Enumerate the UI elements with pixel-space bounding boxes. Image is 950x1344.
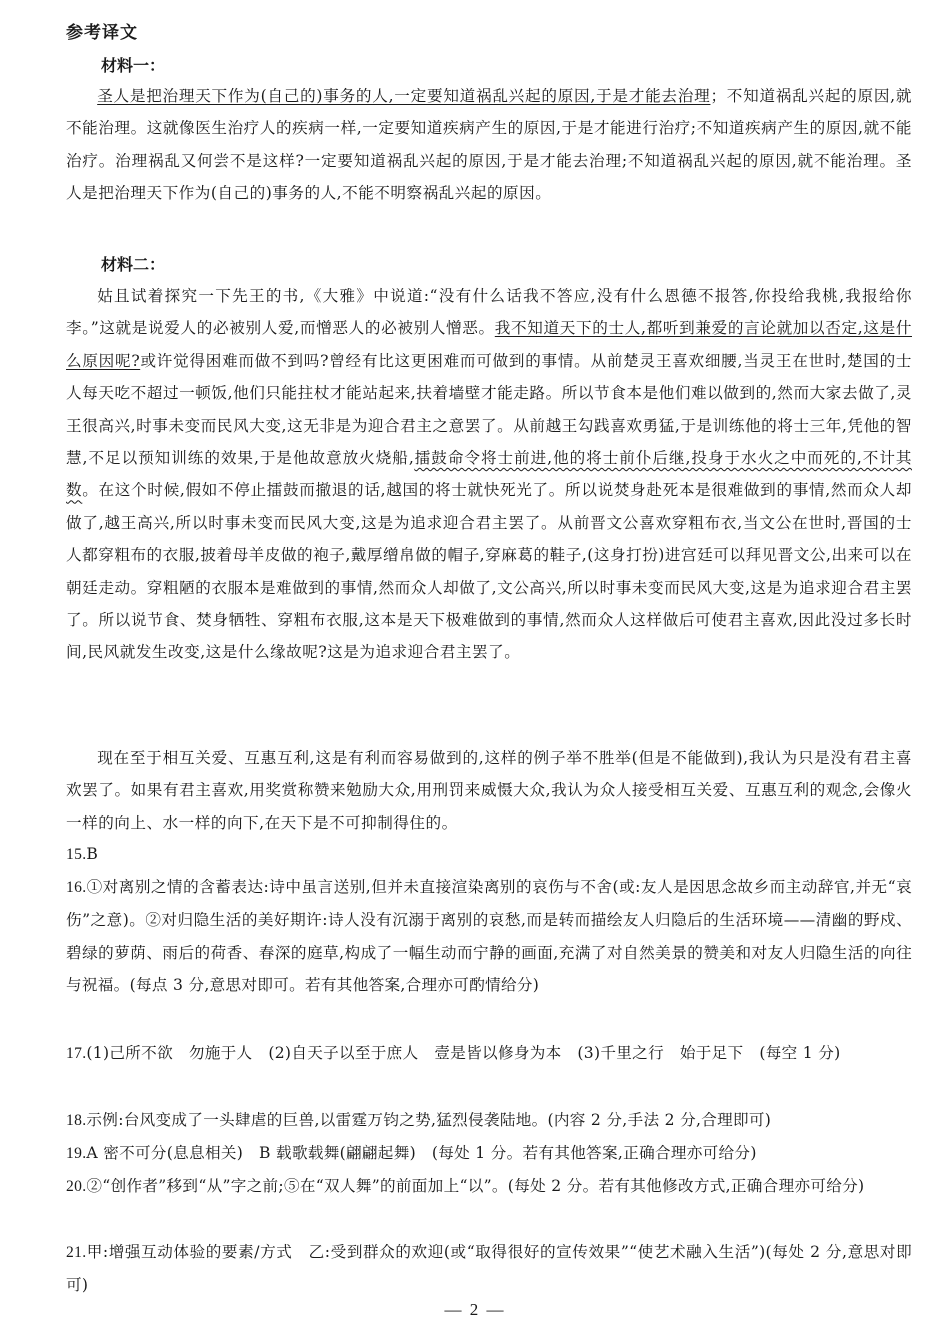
answer-text: B xyxy=(86,845,99,863)
material1-underlined: 圣人是把治理天下作为(自己的)事务的人,一定要知道祸乱兴起的原因,于是才能去治理 xyxy=(97,87,711,105)
answer-number: 15. xyxy=(66,846,87,863)
material2-text-end: 。在这个时候,假如不停止擂鼓而撤退的话,越国的将士就快死光了。所以说焚身赴死本是很难做到的事情,然而众人却做了,越王高兴,所以时事未变而民风大变,这是为追求迎合君主罢了。从前晋文公喜欢穿粗布衣,当文公在世时,晋国的士人都穿粗布的衣服,披着母羊皮做的袍子,戴厚缯帛做的帽子,穿麻葛的鞋子,(这身打扮)进宫廷可以拜见晋文公,出来可以在朝廷走动。穿粗陋的衣服本是难做到的事情,然而众人却做了,文公高兴,所以时事未变而民风大变,这是为追求迎合君主罢了。所以说节食、焚身牺牲、穿粗布衣服,这本是天下极难做到的事情,然而众人这样做后可使君主喜欢,因此没过多长时间,民风就发生改变,这是什么缘故呢?这是为追求迎合君主罢了。 xyxy=(66,481,912,662)
answer-number: 19. xyxy=(66,1145,87,1162)
answer-text: A 密不可分(息息相关) B 载歌载舞(翩翩起舞) (每处 1 分。若有其他答案,正确合理亦可给分) xyxy=(86,1144,757,1162)
material2-heading: 材料二： xyxy=(101,255,166,274)
answer-number: 20. xyxy=(66,1178,87,1195)
page-title: 参考译文 xyxy=(66,23,138,43)
answer-number: 17. xyxy=(66,1045,87,1062)
material2-text-mid: 或许觉得困难而做不到吗?曾经有比这更困难而可做到的事情。从前楚灵王喜欢细腰,当灵王在世时,楚国的士人每天吃不超过一顿饭,他们只能拄杖才能站起来,扶着墙壁才能走路。所以节食本是他们难以做到的,然而大家去做了,灵王很高兴,时事未变而民风大变,这无非是为迎合君主之意罢了。从前越王勾践喜欢勇猛,于是训练他的将士三年,凭他的智慧,不足以预知训练的效果,于是他故意放火烧船, xyxy=(66,351,912,468)
answer-text: (1)己所不欲 勿施于人 (2)自天子以至于庶人 壹是皆以修身为本 (3)千里之行 始于足下 (每空 1 分) xyxy=(86,1044,841,1062)
answer-17 xyxy=(66,1037,912,1070)
answer-number: 21. xyxy=(66,1244,87,1261)
answer-text: ②“创作者”移到“从”字之前;⑤在“双人舞”的前面加上“以”。(每处 2 分。若有其他修改方式,正确合理亦可给分) xyxy=(86,1177,865,1195)
material1-text: ；不知道祸乱兴起的原因,就不能治理。这就像医生治疗人的疾病一样,一定要知道疾病产生的原因,于是才能进行治疗;不知道疾病产生的原因,就不能治疗。治理祸乱又何尝不是这样?一定要知道祸乱兴起的原因,于是才能去治理;不知道祸乱兴起的原因,就不能治理。圣人是把治理天下作为(自己的)事务的人,不能不明察祸乱兴起的原因。 xyxy=(66,87,912,203)
answer-15 xyxy=(66,838,912,871)
page-number: — 2 — xyxy=(444,1300,506,1319)
answer-19 xyxy=(66,1137,912,1170)
answer-18 xyxy=(66,1104,912,1137)
material2-text-start: 姑且试着探究一下先王的书,《大雅》中说道:“没有什么话我不答应,没有什么恩德不报答,你投给我桃,我报给你李。”这就是说爱人的必被别人爱,而憎恶人的必被别人憎恶。 xyxy=(66,287,912,338)
answer-number: 18. xyxy=(66,1112,87,1129)
material1-heading: 材料一： xyxy=(101,56,166,75)
material1-paragraph xyxy=(66,80,912,210)
answer-16 xyxy=(66,871,912,1002)
answer-number: 16. xyxy=(66,879,87,896)
material2-paragraph-1 xyxy=(66,280,912,669)
answer-text: ①对离别之情的含蓄表达:诗中虽言送别,但并未直接渲染离别的哀伤与不舍(或:友人是因思念故乡而主动辞官,并无“哀伤”之意)。②对归隐生活的美好期许:诗人没有沉溺于离别的哀愁,而是转而描绘友人归隐后的生活环境——清幽的野戍、碧绿的萝荫、雨后的荷香、春深的庭草,构成了一幅生动而宁静的画面,充满了对自然美景的赞美和对友人归隐生活的向往与祝福。(每点 3 分,意思对即可。若有其他答案,合理亦可酌情给分) xyxy=(66,878,912,995)
answer-20 xyxy=(66,1170,912,1203)
material2-paragraph-2: 现在至于相互关爱、互惠互利,这是有利而容易做到的,这样的例子举不胜举(但是不能做到),我认为只是没有君主喜欢罢了。如果有君主喜欢,用奖赏称赞来勉励大众,用刑罚来威慑大众,我认为众人接受相互关爱、互惠互利的观念,会像火一样的向上、水一样的向下,在天下是不可抑制得住的。 xyxy=(66,749,912,832)
answer-text: 甲:增强互动体验的要素/方式 乙:受到群众的欢迎(或“取得很好的宣传效果”“使艺术融入生活”)(每处 2 分,意思对即可) xyxy=(66,1243,912,1295)
material2-wavy-underlined: 擂鼓命令将士前进,他的将士前仆后继,投身于水火之中而死的,不计其数 xyxy=(66,449,912,500)
answer-21 xyxy=(66,1236,912,1302)
material2-underlined: 我不知道天下的士人,都听到兼爱的言论就加以否定,这是什么原因呢? xyxy=(66,319,912,370)
answer-text: 示例:台风变成了一头肆虐的巨兽,以雷霆万钧之势,猛烈侵袭陆地。(内容 2 分,手法 2 分,合理即可) xyxy=(86,1111,772,1129)
